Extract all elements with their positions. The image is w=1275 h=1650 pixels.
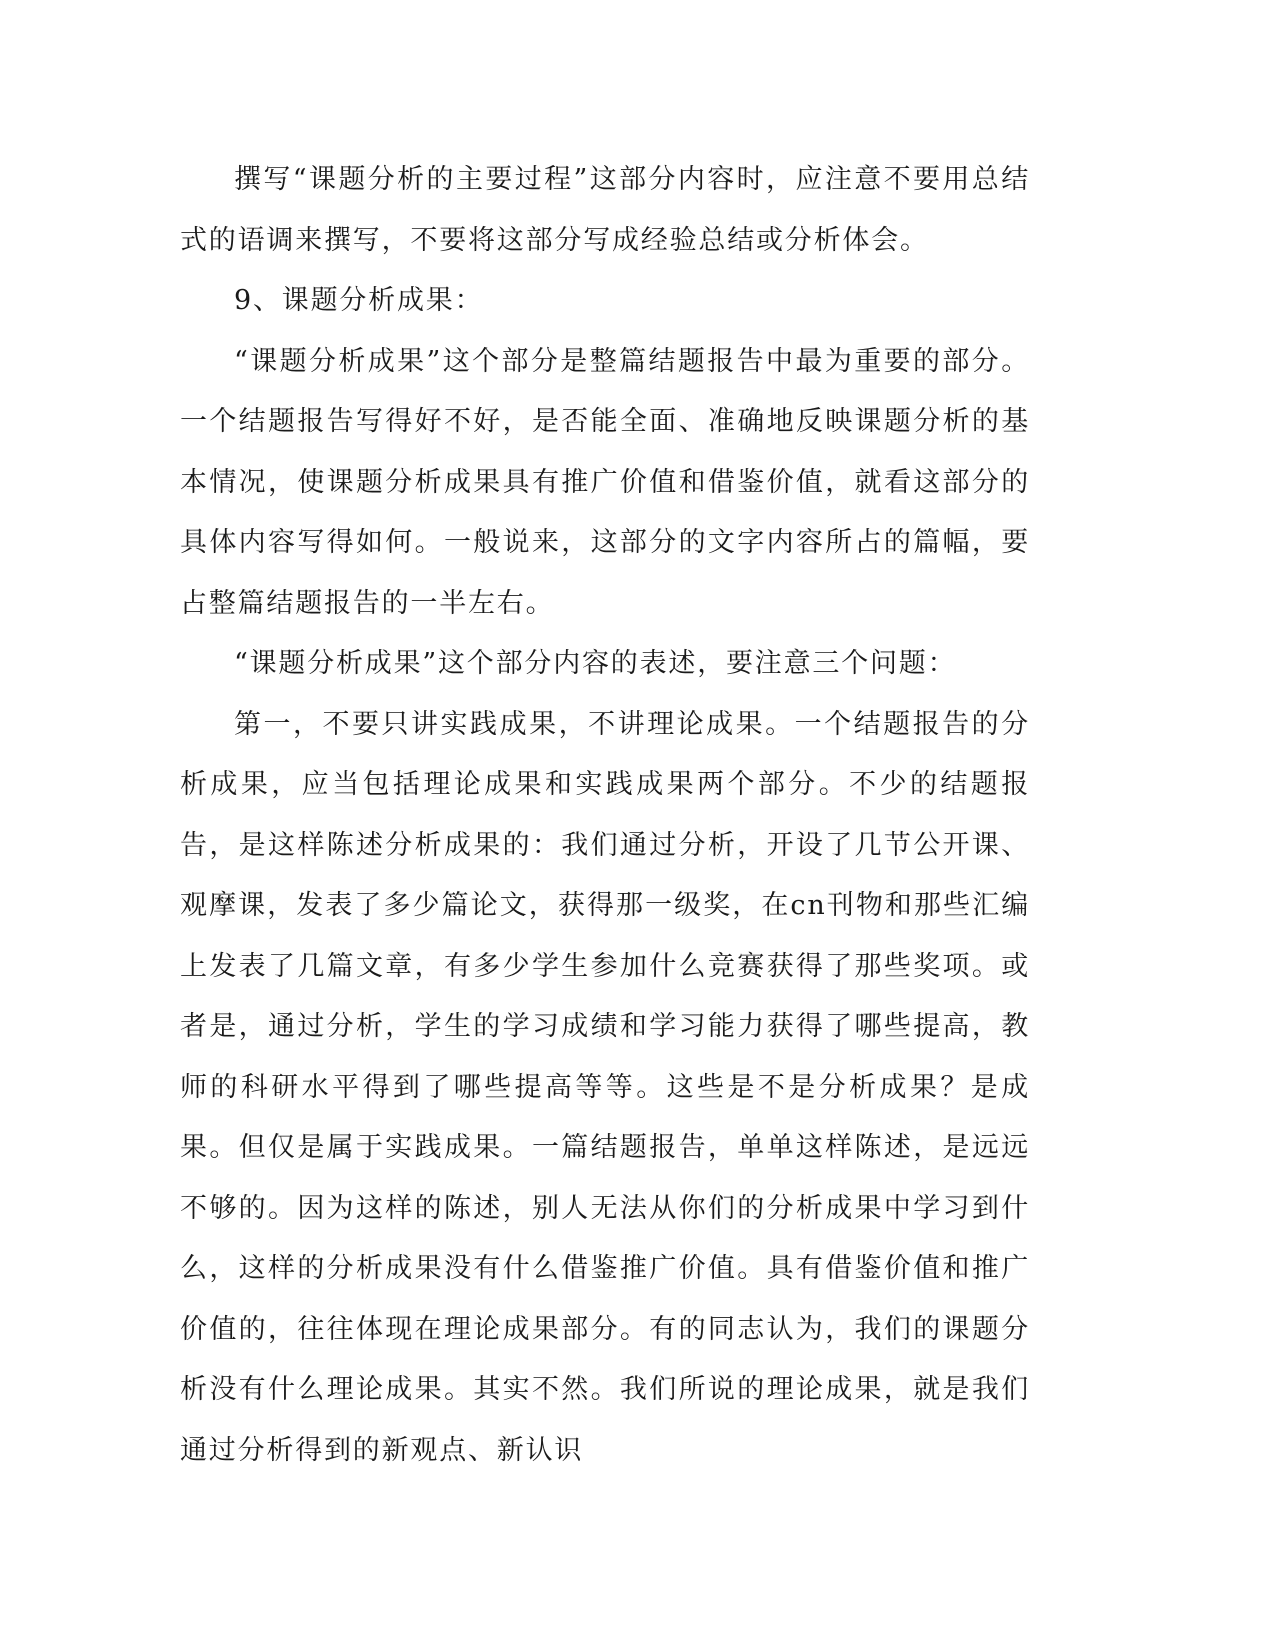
paragraph-three-issues: “课题分析成果”这个部分内容的表述，要注意三个问题： <box>234 648 957 679</box>
paragraph-process-note: 撰写“课题分析的主要过程”这部分内容时，应注意不要用总结式的语调来撰写，不要将这部分写成经验总结或分析体会。 <box>180 164 1030 256</box>
document-page <box>180 150 1030 1481</box>
paragraph-first-issue: 第一，不要只讲实践成果，不讲理论成果。一个结题报告的分析成果，应当包括理论成果和实践成果两个部分。不少的结题报告，是这样陈述分析成果的：我们通过分析，开设了几节公开课、观摩课，发表了多少篇论文，获得那一级奖，在cn刊物和那些汇编上发表了几篇文章，有多少学生参加什么竞赛获得了那些奖项。或者是，通过分析，学生的学习成绩和学习能力获得了哪些提高，教师的科研水平得到了哪些提高等等。这些是不是分析成果？是成果。但仅是属于实践成果。一篇结题报告，单单这样陈述，是远远不够的。因为这样的陈述，别人无法从你们的分析成果中学习到什么，这样的分析成果没有什么借鉴推广价值。具有借鉴价值和推广价值的，往往体现在理论成果部分。有的同志认为，我们的课题分析没有什么理论成果。其实不然。我们所说的理论成果，就是我们通过分析得到的新观点、新认识 <box>180 708 1030 1466</box>
section-heading-results: 9、课题分析成果： <box>234 285 484 316</box>
paragraph-results-importance: “课题分析成果”这个部分是整篇结题报告中最为重要的部分。一个结题报告写得好不好，是否能全面、准确地反映课题分析的基本情况，使课题分析成果具有推广价值和借鉴价值，就看这部分的具体内容写得如何。一般说来，这部分的文字内容所占的篇幅，要占整篇结题报告的一半左右。 <box>180 345 1030 619</box>
